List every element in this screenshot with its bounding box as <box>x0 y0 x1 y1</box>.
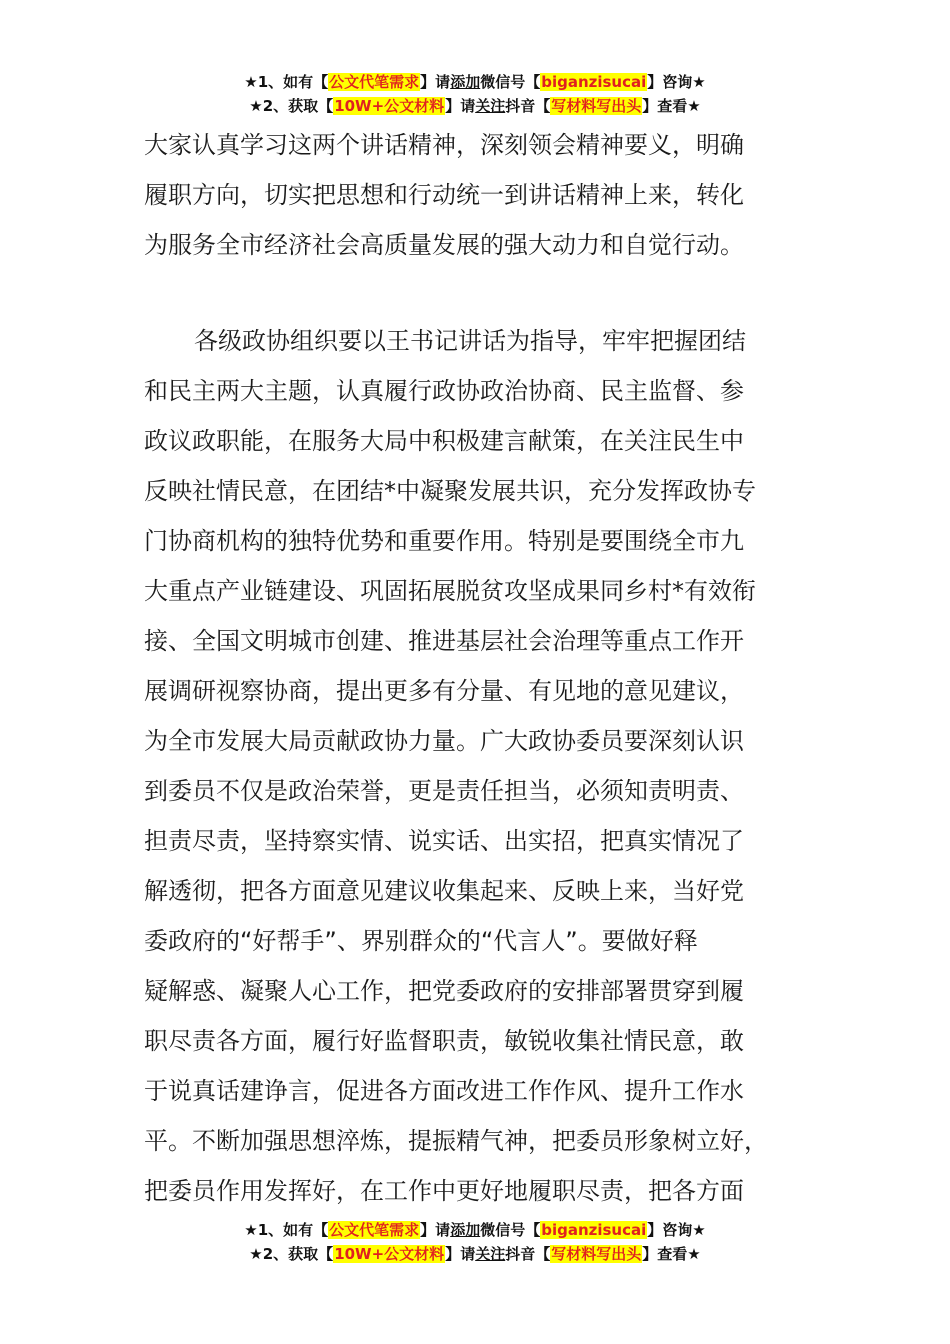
banner-text: 】请 <box>420 73 451 91</box>
banner-highlight: 公文代笔需求 <box>329 73 420 91</box>
banner-highlight: 10W+公文材料 <box>334 1245 445 1263</box>
banner-line-1 <box>0 70 950 94</box>
banner-highlight: 10W+公文材料 <box>334 97 445 115</box>
banner-text: 】查看★ <box>642 97 701 115</box>
paragraph-2 <box>144 316 824 1216</box>
text-line: 担责尽责，坚持察实情、说实话、出实招，把真实情况了 <box>144 827 744 855</box>
banner-text: 微信号【 <box>480 73 541 91</box>
paragraph-1 <box>144 120 824 270</box>
text-line: 各级政协组织要以王书记讲话为指导，牢牢把握团结 <box>194 327 746 355</box>
banner-line-1 <box>0 1218 950 1242</box>
banner-text: 】请 <box>445 1245 476 1263</box>
banner-text: 微信号【 <box>480 1221 541 1239</box>
banner-underline: 关注 <box>475 1245 506 1263</box>
text-line: 把委员作用发挥好，在工作中更好地履职尽责，把各方面 <box>144 1177 744 1205</box>
text-line: 反映社情民意，在团结*中凝聚发展共识，充分发挥政协专 <box>144 477 756 505</box>
banner-text: ★1、如有【 <box>244 73 329 91</box>
text-line: 为全市发展大局贡献政协力量。广大政协委员要深刻认识 <box>144 727 744 755</box>
banner-text: ★2、获取【 <box>249 97 334 115</box>
text-line: 大家认真学习这两个讲话精神，深刻领会精神要义，明确 <box>144 131 744 159</box>
banner-douyin-id: 写材料写出头 <box>551 97 642 115</box>
banner-underline: 添加 <box>450 1221 481 1239</box>
banner-text: 】咨询★ <box>647 1221 706 1239</box>
text-line: 大重点产业链建设、巩固拓展脱贫攻坚成果同乡村*有效衔 <box>144 577 756 605</box>
text-line: 门协商机构的独特优势和重要作用。特别是要围绕全市九 <box>144 527 744 555</box>
text-line: 于说真话建诤言，促进各方面改进工作作风、提升工作水 <box>144 1077 744 1105</box>
banner-wechat-id: biganzisucai <box>541 73 647 91</box>
banner-text: ★1、如有【 <box>244 1221 329 1239</box>
banner-highlight: 公文代笔需求 <box>329 1221 420 1239</box>
text-line: 展调研视察协商，提出更多有分量、有见地的意见建议， <box>144 677 744 705</box>
banner-text: 】请 <box>420 1221 451 1239</box>
banner-text: 】咨询★ <box>647 73 706 91</box>
banner-text: 抖音【 <box>505 1245 551 1263</box>
text-line: 到委员不仅是政治荣誉，更是责任担当，必须知责明责、 <box>144 777 744 805</box>
text-line: 政议政职能，在服务大局中积极建言献策，在关注民生中 <box>144 427 744 455</box>
text-line: 委政府的“好帮手”、界别群众的“代言人”。要做好释 <box>144 927 698 955</box>
footer-banner <box>0 1218 950 1266</box>
banner-underline: 添加 <box>450 73 481 91</box>
paragraph-gap <box>144 270 824 316</box>
banner-text: 】请 <box>445 97 476 115</box>
banner-underline: 关注 <box>475 97 506 115</box>
banner-text: 】查看★ <box>642 1245 701 1263</box>
banner-douyin-id: 写材料写出头 <box>551 1245 642 1263</box>
banner-text: 抖音【 <box>505 97 551 115</box>
banner-wechat-id: biganzisucai <box>541 1221 647 1239</box>
text-line: 职尽责各方面，履行好监督职责，敏锐收集社情民意，敢 <box>144 1027 744 1055</box>
text-line: 平。不断加强思想淬炼，提振精气神，把委员形象树立好， <box>144 1127 768 1155</box>
document-body <box>144 120 824 1216</box>
text-line: 为服务全市经济社会高质量发展的强大动力和自觉行动。 <box>144 231 744 259</box>
text-line: 履职方向，切实把思想和行动统一到讲话精神上来，转化 <box>144 181 744 209</box>
text-line: 和民主两大主题，认真履行政协政治协商、民主监督、参 <box>144 377 744 405</box>
header-banner <box>0 70 950 118</box>
text-line: 接、全国文明城市创建、推进基层社会治理等重点工作开 <box>144 627 744 655</box>
banner-text: ★2、获取【 <box>249 1245 334 1263</box>
banner-line-2 <box>0 94 950 118</box>
text-line: 解透彻，把各方面意见建议收集起来、反映上来，当好党 <box>144 877 744 905</box>
text-line: 疑解惑、凝聚人心工作，把党委政府的安排部署贯穿到履 <box>144 977 744 1005</box>
banner-line-2 <box>0 1242 950 1266</box>
